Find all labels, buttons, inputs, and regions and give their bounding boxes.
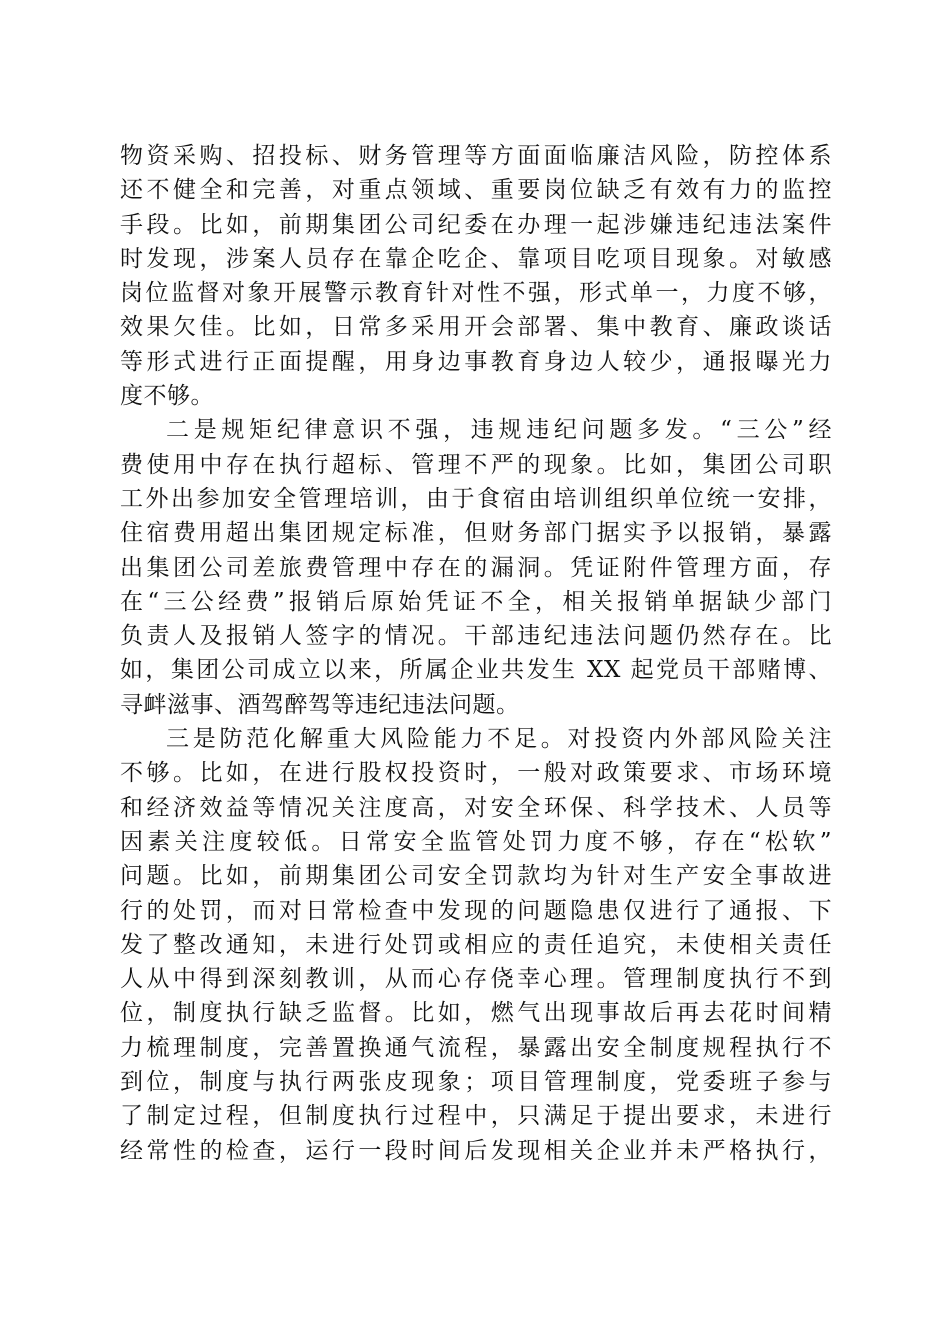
text-line: 物资采购、招投标、财务管理等方面面临廉洁风险，防控体系 [120,143,832,169]
text-line: 问题。比如，前期集团公司安全罚款均为针对生产安全事故进 [120,863,832,890]
text-line: 位，制度执行缺乏监督。比如，燃气出现事故后再去花时间精 [120,1000,832,1027]
text-line: 负责人及报销人签字的情况。干部违纪违法问题仍然存在。比 [120,623,832,650]
text-line: 人从中得到深刻教训，从而心存侥幸心理。管理制度执行不到 [120,966,832,993]
text-line: 岗位监督对象开展警示教育针对性不强，形式单一，力度不够， [120,280,832,307]
text-line: 时发现，涉案人员存在靠企吃企、靠项目吃项目现象。对敏感 [120,245,832,272]
text-line: 手段。比如，前期集团公司纪委在办理一起涉嫌违纪违法案件 [120,211,832,238]
text-line: 如，集团公司成立以来，所属企业共发生 XX 起党员干部赌博、 [120,657,832,684]
text-line: 住宿费用超出集团规定标准，但财务部门据实予以报销，暴露 [120,520,832,547]
text-line: 了制定过程，但制度执行过程中，只满足于提出要求，未进行 [120,1103,832,1130]
document-page [120,139,832,1168]
text-line: 等形式进行正面提醒，用身边事教育身边人较少，通报曝光力 [120,348,832,375]
text-line: 因素关注度较低。日常安全监管处罚力度不够，存在“松软” [120,828,832,855]
text-line: 工外出参加安全管理培训，由于食宿由培训组织单位统一安排， [120,485,832,512]
paragraph-heading-line: 三是防范化解重大风险能力不足。对投资内外部风险关注 [166,726,832,753]
text-line: 经常性的检查，运行一段时间后发现相关企业并未严格执行， [120,1137,832,1164]
text-line: 在“三公经费”报销后原始凭证不全，相关报销单据缺少部门 [120,588,832,615]
text-line: 度不够。 [120,383,214,410]
text-line: 效果欠佳。比如，日常多采用开会部署、集中教育、廉政谈话 [120,314,832,341]
text-line: 到位，制度与执行两张皮现象；项目管理制度，党委班子参与 [120,1069,832,1096]
text-line: 发了整改通知，未进行处罚或相应的责任追究，未使相关责任 [120,931,832,958]
text-line: 出集团公司差旅费管理中存在的漏洞。凭证附件管理方面，存 [120,554,832,581]
text-line: 行的处罚，而对日常检查中发现的问题隐患仅进行了通报、下 [120,897,832,924]
text-line: 寻衅滋事、酒驾醉驾等违纪违法问题。 [120,691,520,718]
text-line: 和经济效益等情况关注度高，对安全环保、科学技术、人员等 [120,794,832,821]
text-line: 力梳理制度，完善置换通气流程，暴露出安全制度规程执行不 [120,1034,832,1061]
text-line: 还不健全和完善，对重点领域、重要岗位缺乏有效有力的监控 [120,177,832,204]
paragraph-heading-line: 二是规矩纪律意识不强，违规违纪问题多发。“三公”经 [166,417,832,444]
text-line: 费使用中存在执行超标、管理不严的现象。比如，集团公司职 [120,451,832,478]
text-line: 不够。比如，在进行股权投资时，一般对政策要求、市场环境 [120,760,832,787]
